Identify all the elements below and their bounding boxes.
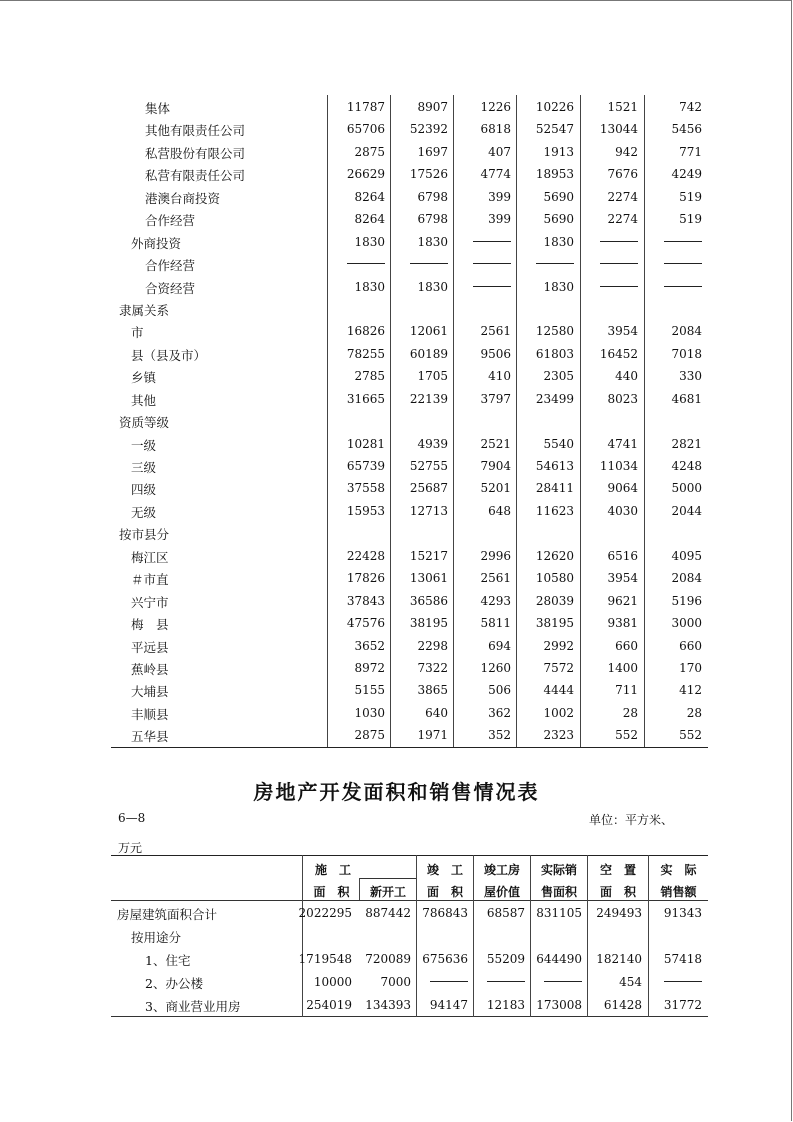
- cell-value: 7018: [671, 346, 702, 361]
- row-label: 资质等级: [119, 415, 170, 431]
- cell-value: 5000: [671, 481, 702, 496]
- row-label: 集体: [145, 101, 171, 116]
- cell-value: 4774: [480, 167, 511, 182]
- empty-value-dash: [430, 981, 468, 982]
- cell-value: 31772: [663, 998, 702, 1013]
- cell-value: 1830: [417, 234, 448, 249]
- cell-value: 1830: [417, 279, 448, 294]
- cell-value: 399: [488, 189, 511, 204]
- cell-value: 1830: [354, 234, 385, 249]
- row-label: 按市县分: [119, 527, 170, 543]
- cell-value: 26629: [346, 167, 385, 182]
- table-row: [111, 589, 708, 611]
- cell-value: 11623: [535, 503, 574, 518]
- table-row: [111, 185, 708, 207]
- cell-value: 399: [488, 212, 511, 227]
- cell-value: 12620: [535, 548, 574, 563]
- table-row: [111, 162, 708, 184]
- cell-value: 23499: [535, 391, 574, 406]
- cell-value: 2084: [671, 571, 702, 586]
- cell-value: 17526: [409, 167, 448, 182]
- cell-value: 15217: [409, 548, 448, 563]
- cell-value: 1521: [607, 100, 638, 114]
- cell-value: 22139: [409, 391, 448, 406]
- cell-value: 552: [615, 728, 638, 743]
- cell-value: 720089: [365, 952, 411, 967]
- cell-value: 1260: [480, 660, 511, 675]
- row-label: 港澳台商投资: [145, 190, 221, 206]
- empty-value-dash: [544, 981, 582, 982]
- cell-value: 5690: [543, 189, 574, 204]
- empty-value-dash: [473, 263, 511, 264]
- cell-value: 134393: [365, 998, 411, 1013]
- cell-value: 16452: [599, 346, 638, 361]
- cell-value: 1002: [543, 705, 574, 720]
- row-label: 大埔县: [131, 684, 169, 700]
- table2-top-rule: [111, 855, 708, 856]
- cell-value: 644490: [536, 952, 582, 967]
- cell-value: 454: [619, 975, 642, 990]
- cell-value: 942: [615, 144, 638, 159]
- cell-value: 2561: [480, 324, 511, 339]
- cell-value: 352: [488, 728, 511, 743]
- cell-value: 65706: [346, 122, 385, 137]
- row-label: 兴宁市: [131, 594, 169, 610]
- cell-value: 2821: [671, 436, 702, 451]
- cell-value: 6798: [417, 212, 448, 227]
- cell-value: 8907: [417, 100, 448, 114]
- cell-value: 2992: [543, 638, 574, 653]
- cell-value: 28411: [535, 481, 574, 496]
- cell-value: 2521: [480, 436, 511, 451]
- cell-value: 660: [679, 638, 702, 653]
- row-label: 乡镇: [131, 370, 157, 386]
- cell-value: 9506: [480, 346, 511, 361]
- table1-column-divider: [516, 95, 517, 748]
- cell-value: 6818: [480, 122, 511, 137]
- cell-value: 2305: [543, 369, 574, 384]
- table-row: [111, 678, 708, 700]
- row-label: 县（县及市）: [131, 347, 207, 363]
- row-label: 梅江区: [131, 549, 169, 565]
- cell-value: 5811: [480, 616, 511, 631]
- row-label: 梅 县: [131, 617, 169, 633]
- cell-value: 2875: [354, 144, 385, 159]
- header-sales-amount-top: 实 际: [660, 863, 697, 877]
- row-label: 私营股份有限公司: [145, 145, 246, 161]
- table-number: 6—8: [118, 811, 146, 825]
- row-label: 一级: [131, 437, 157, 453]
- cell-value: 440: [615, 369, 638, 384]
- cell-value: 6516: [607, 548, 638, 563]
- cell-value: 1697: [417, 144, 448, 159]
- table-row: [111, 319, 708, 341]
- row-label: 合作经营: [145, 213, 196, 229]
- header-vacant-area-top: 空 置: [599, 863, 636, 877]
- table-row: [111, 364, 708, 386]
- cell-value: 2022295: [298, 906, 352, 920]
- cell-value: 2785: [354, 369, 385, 384]
- empty-value-dash: [664, 981, 702, 982]
- cell-value: 12713: [409, 503, 448, 518]
- cell-value: 5540: [543, 436, 574, 451]
- row-label: 无级: [131, 504, 157, 520]
- empty-value-dash: [664, 263, 702, 264]
- cell-value: 13044: [599, 122, 638, 137]
- cell-value: 28039: [535, 593, 574, 608]
- header-completed-value-bottom: 屋价值: [483, 885, 520, 899]
- empty-value-dash: [600, 286, 638, 287]
- table-row: [111, 723, 708, 745]
- cell-value: 25687: [409, 481, 448, 496]
- row-label: 三级: [131, 460, 157, 475]
- table2-header-subrule: [359, 878, 416, 879]
- cell-value: 254019: [306, 998, 352, 1013]
- row-label: 隶属关系: [119, 302, 170, 318]
- table-row: [111, 117, 708, 139]
- cell-value: 4741: [607, 436, 638, 451]
- cell-value: 711: [615, 683, 638, 698]
- cell-value: 771: [679, 144, 702, 159]
- row-label: 丰顺县: [131, 706, 169, 722]
- table1-bottom-rule: [111, 747, 708, 748]
- row-label: 四级: [131, 482, 157, 498]
- row-label: ＃市直: [131, 572, 169, 588]
- cell-value: 18953: [535, 167, 574, 182]
- empty-value-dash: [600, 263, 638, 264]
- header-new-start: 新开工: [369, 885, 406, 899]
- cell-value: 16826: [346, 324, 385, 339]
- cell-value: 1400: [607, 660, 638, 675]
- cell-value: 519: [679, 212, 702, 227]
- table-row: [111, 993, 708, 1016]
- table-row: [111, 297, 708, 319]
- cell-value: 65739: [346, 459, 385, 473]
- cell-value: 54613: [535, 459, 574, 473]
- cell-value: 11787: [346, 100, 385, 114]
- table-row: [111, 521, 708, 543]
- header-sales-amount-bottom: 销售额: [660, 885, 697, 899]
- cell-value: 4444: [543, 683, 574, 698]
- cell-value: 4293: [480, 593, 511, 608]
- cell-value: 1705: [417, 369, 448, 384]
- unit-label-continued: 万元: [118, 841, 143, 855]
- cell-value: 55209: [486, 952, 525, 967]
- cell-value: 4939: [417, 436, 448, 451]
- table-row: [111, 611, 708, 633]
- cell-value: 11034: [599, 459, 638, 473]
- table-row: [111, 901, 708, 924]
- header-sold-area-top: 实际销: [540, 863, 577, 877]
- cell-value: 15953: [346, 503, 385, 518]
- cell-value: 5196: [671, 593, 702, 608]
- cell-value: 407: [488, 144, 511, 159]
- cell-value: 786843: [422, 906, 468, 920]
- cell-value: 182140: [596, 952, 642, 967]
- header-construction-area-top: 施 工: [314, 863, 351, 877]
- cell-value: 2044: [671, 503, 702, 518]
- cell-value: 4681: [671, 391, 702, 406]
- table-row: [111, 342, 708, 364]
- cell-value: 519: [679, 189, 702, 204]
- cell-value: 7676: [607, 167, 638, 182]
- table-row: [111, 634, 708, 656]
- cell-value: 6798: [417, 189, 448, 204]
- empty-value-dash: [600, 241, 638, 242]
- cell-value: 61803: [535, 346, 574, 361]
- table-row: [111, 499, 708, 521]
- cell-value: 1971: [417, 728, 448, 743]
- header-completed-value-top: 竣工房: [483, 863, 520, 877]
- cell-value: 7322: [417, 660, 448, 675]
- row-label: 平远县: [131, 639, 169, 655]
- cell-value: 52755: [409, 459, 448, 473]
- cell-value: 91343: [663, 906, 702, 920]
- cell-value: 47576: [346, 616, 385, 631]
- cell-value: 675636: [422, 952, 468, 967]
- cell-value: 3652: [354, 638, 385, 653]
- cell-value: 8023: [607, 391, 638, 406]
- header-completed-area-top: 竣 工: [426, 863, 463, 877]
- cell-value: 52392: [409, 122, 448, 137]
- cell-value: 3797: [480, 391, 511, 406]
- cell-value: 10000: [313, 975, 352, 990]
- cell-value: 2298: [417, 638, 448, 653]
- cell-value: 5690: [543, 212, 574, 227]
- cell-value: 8264: [354, 189, 385, 204]
- header-sold-area-bottom: 售面积: [540, 885, 577, 899]
- cell-value: 9064: [607, 481, 638, 496]
- cell-value: 1913: [543, 144, 574, 159]
- cell-value: 2084: [671, 324, 702, 339]
- row-label: 合资经营: [145, 280, 196, 296]
- row-label: 2、办公楼: [145, 976, 203, 992]
- empty-value-dash: [410, 263, 448, 264]
- cell-value: 10281: [346, 436, 385, 451]
- row-label: 合作经营: [145, 258, 196, 274]
- row-label: 外商投资: [131, 235, 182, 251]
- cell-value: 4249: [671, 167, 702, 182]
- table-row: [111, 476, 708, 498]
- cell-value: 28: [622, 705, 638, 720]
- cell-value: 5456: [671, 122, 702, 137]
- table-row: [111, 701, 708, 723]
- empty-value-dash: [473, 241, 511, 242]
- cell-value: 17826: [346, 571, 385, 586]
- cell-value: 8972: [354, 660, 385, 675]
- cell-value: 68587: [486, 906, 525, 920]
- cell-value: 4030: [607, 503, 638, 518]
- cell-value: 330: [679, 369, 702, 384]
- cell-value: 9621: [607, 593, 638, 608]
- cell-value: 2274: [607, 189, 638, 204]
- cell-value: 1719548: [298, 952, 352, 967]
- cell-value: 742: [679, 100, 702, 114]
- cell-value: 22428: [346, 548, 385, 563]
- cell-value: 37843: [346, 593, 385, 608]
- cell-value: 3954: [607, 324, 638, 339]
- cell-value: 2561: [480, 571, 511, 586]
- table1-column-divider: [580, 95, 581, 748]
- cell-value: 831105: [536, 906, 582, 920]
- row-label: 按用途分: [131, 930, 182, 946]
- table-row: [111, 387, 708, 409]
- cell-value: 12061: [409, 324, 448, 339]
- empty-value-dash: [664, 286, 702, 287]
- table-row: [111, 656, 708, 678]
- header-construction-area-bottom: 面 积: [313, 885, 350, 899]
- cell-value: 4248: [671, 459, 702, 473]
- cell-value: 694: [488, 638, 511, 653]
- enterprise-statistics-table: [111, 95, 708, 746]
- row-label: 五华县: [131, 729, 169, 745]
- cell-value: 1226: [480, 100, 511, 114]
- cell-value: 38195: [409, 616, 448, 631]
- empty-value-dash: [536, 263, 574, 264]
- table-row: [111, 230, 708, 252]
- table-title: 房地产开发面积和销售情况表: [253, 780, 540, 804]
- cell-value: 1830: [543, 234, 574, 249]
- table1-column-divider: [390, 95, 391, 748]
- table-row: [111, 924, 708, 947]
- row-label: 1、住宅: [145, 953, 191, 969]
- cell-value: 7572: [543, 660, 574, 675]
- cell-value: 249493: [596, 906, 642, 920]
- cell-value: 552: [679, 728, 702, 743]
- cell-value: 5155: [354, 683, 385, 698]
- cell-value: 412: [679, 683, 702, 698]
- cell-value: 1830: [543, 279, 574, 294]
- table1-column-divider: [327, 95, 328, 748]
- table-row: [111, 432, 708, 454]
- table-row: [111, 252, 708, 274]
- cell-value: 28: [686, 705, 702, 720]
- table-row: [111, 207, 708, 229]
- cell-value: 94147: [429, 998, 468, 1013]
- cell-value: 640: [425, 705, 448, 720]
- cell-value: 410: [488, 369, 511, 384]
- cell-value: 10580: [535, 571, 574, 586]
- cell-value: 78255: [346, 346, 385, 361]
- table1-column-divider: [453, 95, 454, 748]
- cell-value: 60189: [409, 346, 448, 361]
- table-row: [111, 454, 708, 476]
- cell-value: 31665: [346, 391, 385, 406]
- cell-value: 362: [488, 705, 511, 720]
- cell-value: 52547: [535, 122, 574, 137]
- cell-value: 1030: [354, 705, 385, 720]
- table-row: [111, 947, 708, 970]
- cell-value: 37558: [346, 481, 385, 496]
- row-label: 房屋建筑面积合计: [117, 907, 218, 922]
- row-label: 私营有限责任公司: [145, 168, 246, 184]
- empty-value-dash: [347, 263, 385, 264]
- cell-value: 5201: [480, 481, 511, 496]
- table-row: [111, 140, 708, 162]
- empty-value-dash: [664, 241, 702, 242]
- table-row: [111, 970, 708, 993]
- cell-value: 2875: [354, 728, 385, 743]
- empty-value-dash: [473, 286, 511, 287]
- cell-value: 887442: [365, 906, 411, 920]
- cell-value: 170: [679, 660, 702, 675]
- row-label: 3、商业营业用房: [145, 999, 241, 1015]
- table-row: [111, 275, 708, 297]
- row-label: 蕉岭县: [131, 661, 169, 677]
- row-label: 市: [131, 325, 144, 341]
- cell-value: 4095: [671, 548, 702, 563]
- unit-label: 单位：平方米、: [589, 813, 674, 827]
- cell-value: 7904: [480, 459, 511, 473]
- header-vacant-area-bottom: 面 积: [599, 885, 636, 899]
- cell-value: 7000: [380, 975, 411, 990]
- cell-value: 13061: [409, 571, 448, 586]
- row-label: 其他有限责任公司: [145, 123, 246, 139]
- empty-value-dash: [487, 981, 525, 982]
- cell-value: 61428: [603, 998, 642, 1013]
- cell-value: 1830: [354, 279, 385, 294]
- cell-value: 3000: [671, 616, 702, 631]
- cell-value: 12183: [486, 998, 525, 1013]
- cell-value: 506: [488, 683, 511, 698]
- cell-value: 38195: [535, 616, 574, 631]
- cell-value: 2274: [607, 212, 638, 227]
- cell-value: 2996: [480, 548, 511, 563]
- table-row: [111, 95, 708, 117]
- cell-value: 9381: [607, 616, 638, 631]
- header-completed-area-bottom: 面 积: [426, 885, 463, 899]
- cell-value: 648: [488, 503, 511, 518]
- cell-value: 660: [615, 638, 638, 653]
- table-row: [111, 409, 708, 431]
- cell-value: 57418: [663, 952, 702, 967]
- table-row: [111, 566, 708, 588]
- cell-value: 8264: [354, 212, 385, 227]
- row-label: 其他: [131, 392, 157, 408]
- cell-value: 12580: [535, 324, 574, 339]
- cell-value: 10226: [535, 100, 574, 114]
- cell-value: 36586: [409, 593, 448, 608]
- table1-column-divider: [644, 95, 645, 748]
- cell-value: 2323: [543, 728, 574, 743]
- cell-value: 3954: [607, 571, 638, 586]
- cell-value: 173008: [536, 998, 582, 1013]
- table-row: [111, 544, 708, 566]
- cell-value: 3865: [417, 683, 448, 698]
